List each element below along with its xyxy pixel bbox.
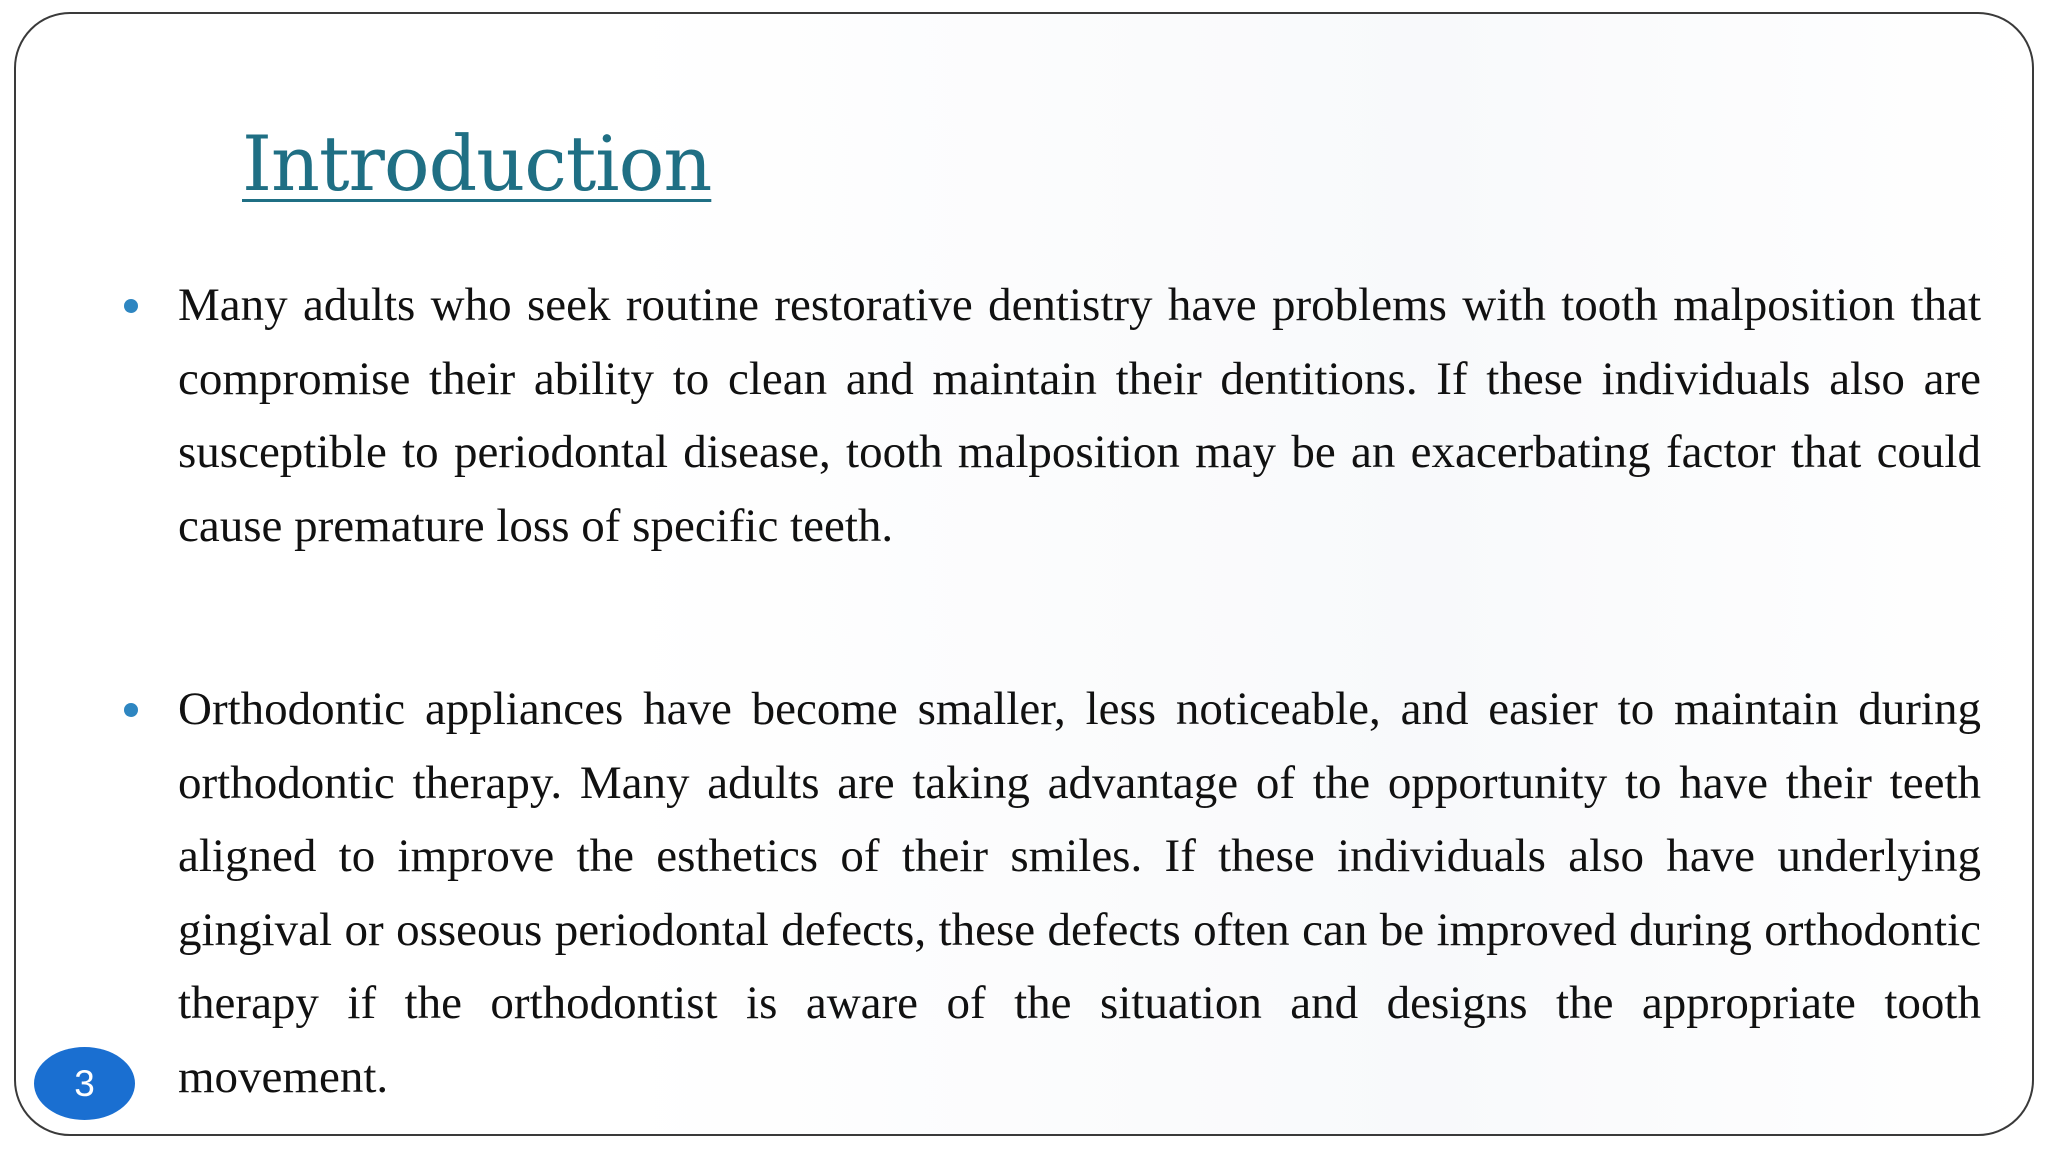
page-number-badge: [34, 1047, 135, 1120]
bullet-list: [116, 269, 1981, 1114]
bullet-text-2: Orthodontic appliances have become smaller, less noticeable, and easier to maintain during orthodontic therapy. Many adults are taking advantage of the opportunity to have their teeth aligned to improve the esthetics of their smiles. If these individuals also have underlying gingival or osseous periodontal defects, these defects often can be improved during orthodontic therapy if the orthodontist is aware of the situation and designs the appropriate tooth movement.: [178, 683, 1981, 1103]
slide-frame: [14, 12, 2034, 1136]
bullet-dot-icon: [124, 703, 138, 717]
bullet-text-1: Many adults who seek routine restorative dentistry have problems with tooth malposition that compromise their ability to clean and maintain their dentitions. If these individuals also are susceptible to periodontal disease, tooth malposition may be an exacerbating factor that could cause premature loss of specific teeth.: [178, 279, 1981, 552]
bullet-dot-icon: [124, 299, 138, 313]
bullet-item-2: [116, 673, 1981, 1114]
bullet-item-1: [116, 269, 1981, 563]
slide-title: Introduction: [242, 119, 712, 208]
page-number: 3: [74, 1062, 95, 1104]
